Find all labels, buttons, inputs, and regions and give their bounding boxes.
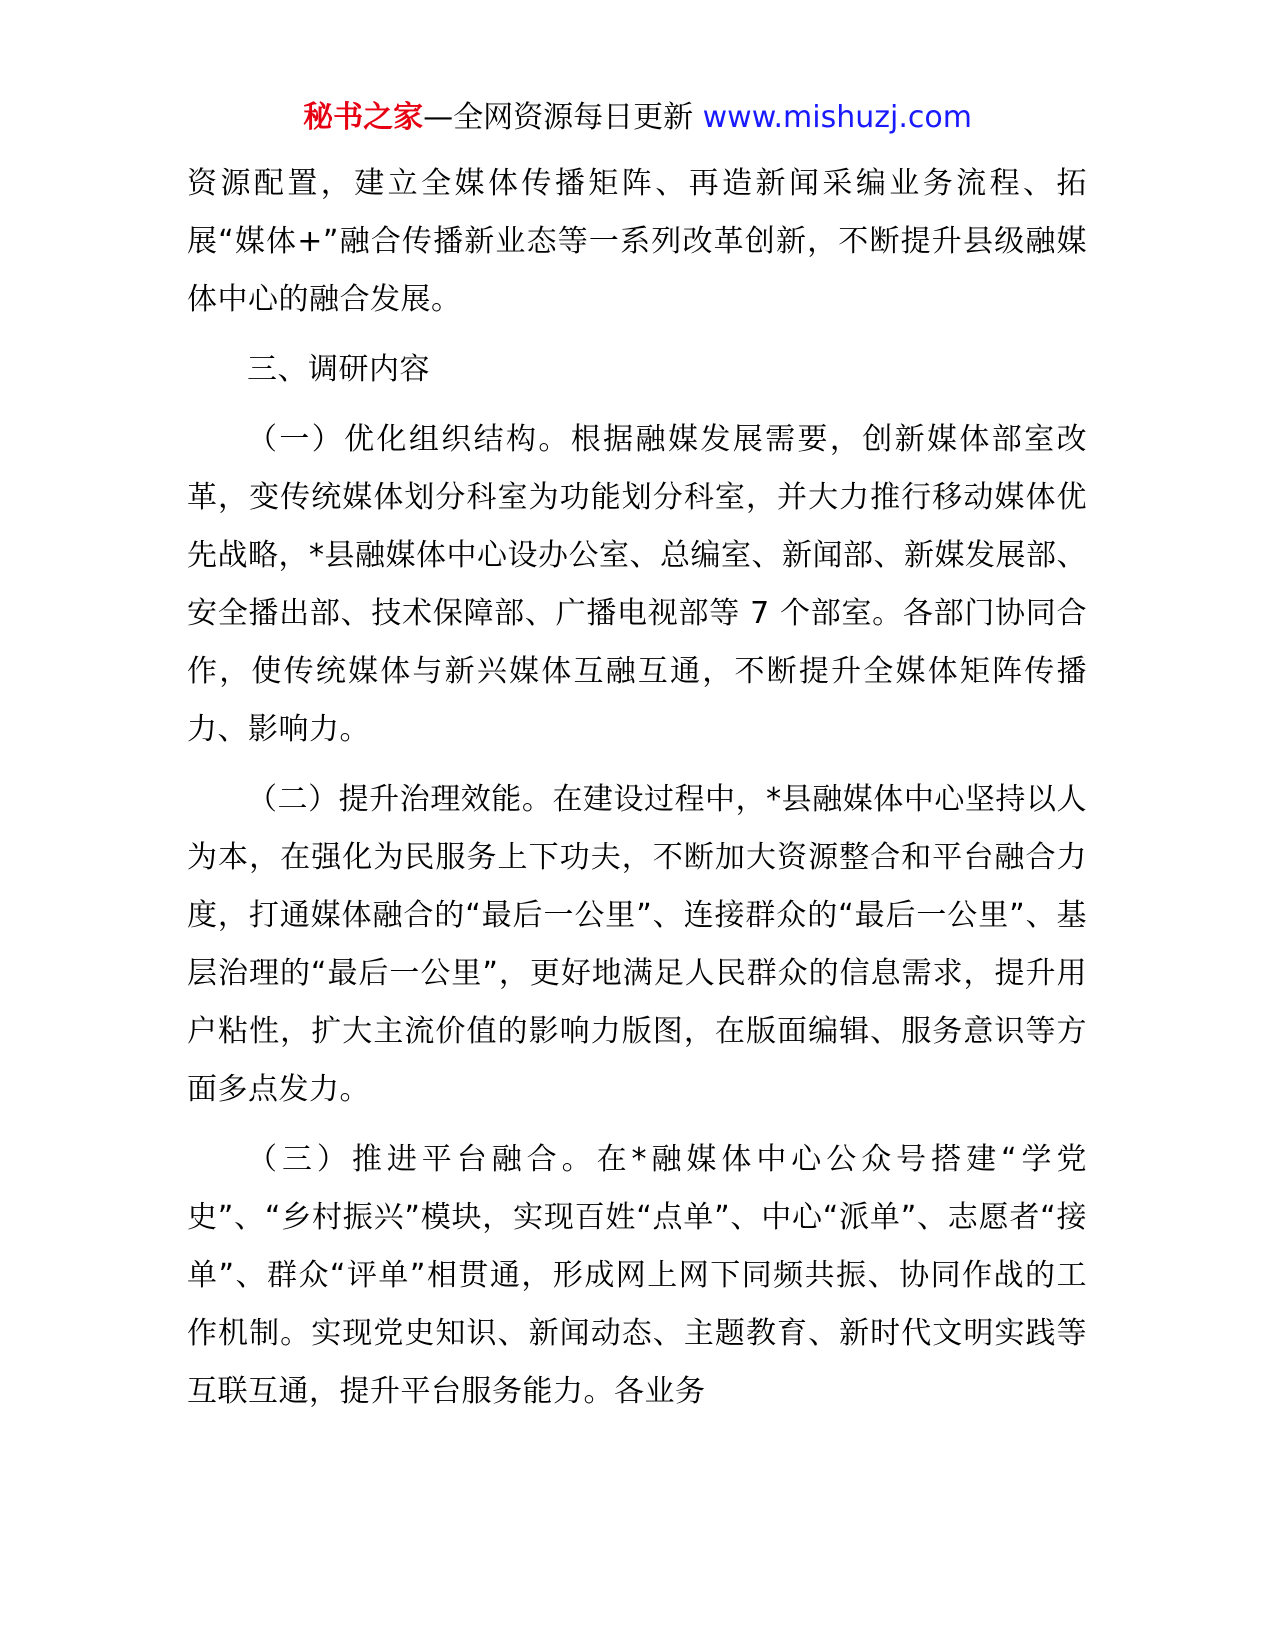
paragraph-governance: （二）提升治理效能。在建设过程中，*县融媒体中心坚持以人为本，在强化为民服务上下功夫，不断加大资源整合和平台融合力度，打通媒体融合的“最后一公里”、连接群众的“最后一公里”、基层治理的“最后一公里”，更好地满足人民群众的信息需求，提升用户粘性，扩大主流价值的影响力版图，在版面编辑、服务意识等方面多点发力。 — [187, 782, 1087, 1107]
header-brand: 秘书之家 — [303, 100, 424, 135]
paragraph-platform: （三）推进平台融合。在*融媒体中心公众号搭建“学党史”、“乡村振兴”模块，实现百姓“点单”、中心“派单”、志愿者“接单”、群众“评单”相贯通，形成网上网下同频共振、协同作战的工作机制。实现党史知识、新闻动态、主题教育、新时代文明实践等互联互通，提升平台服务能力。各业务 — [187, 1142, 1087, 1409]
section-heading: 三、调研内容 — [247, 352, 430, 387]
paragraph-structure: （一）优化组织结构。根据融媒发展需要，创新媒体部室改革，变传统媒体划分科室为功能划分科室，并大力推行移动媒体优先战略，*县融媒体中心设办公室、总编室、新闻部、新媒发展部、安全播出部、技术保障部、广播电视部等 7 个部室。各部门协同合作，使传统媒体与新兴媒体互融互通，不断提升全媒体矩阵传播力、影响力。 — [187, 422, 1087, 747]
document-body — [187, 155, 1087, 1421]
page-header — [0, 98, 1275, 138]
header-site-url[interactable]: www.mishuzj.com — [702, 100, 972, 135]
header-tagline: —全网资源每日更新 — [423, 100, 703, 135]
paragraph-continuation: 资源配置，建立全媒体传播矩阵、再造新闻采编业务流程、拓展“媒体+”融合传播新业态等一系列改革创新，不断提升县级融媒体中心的融合发展。 — [187, 166, 1087, 317]
